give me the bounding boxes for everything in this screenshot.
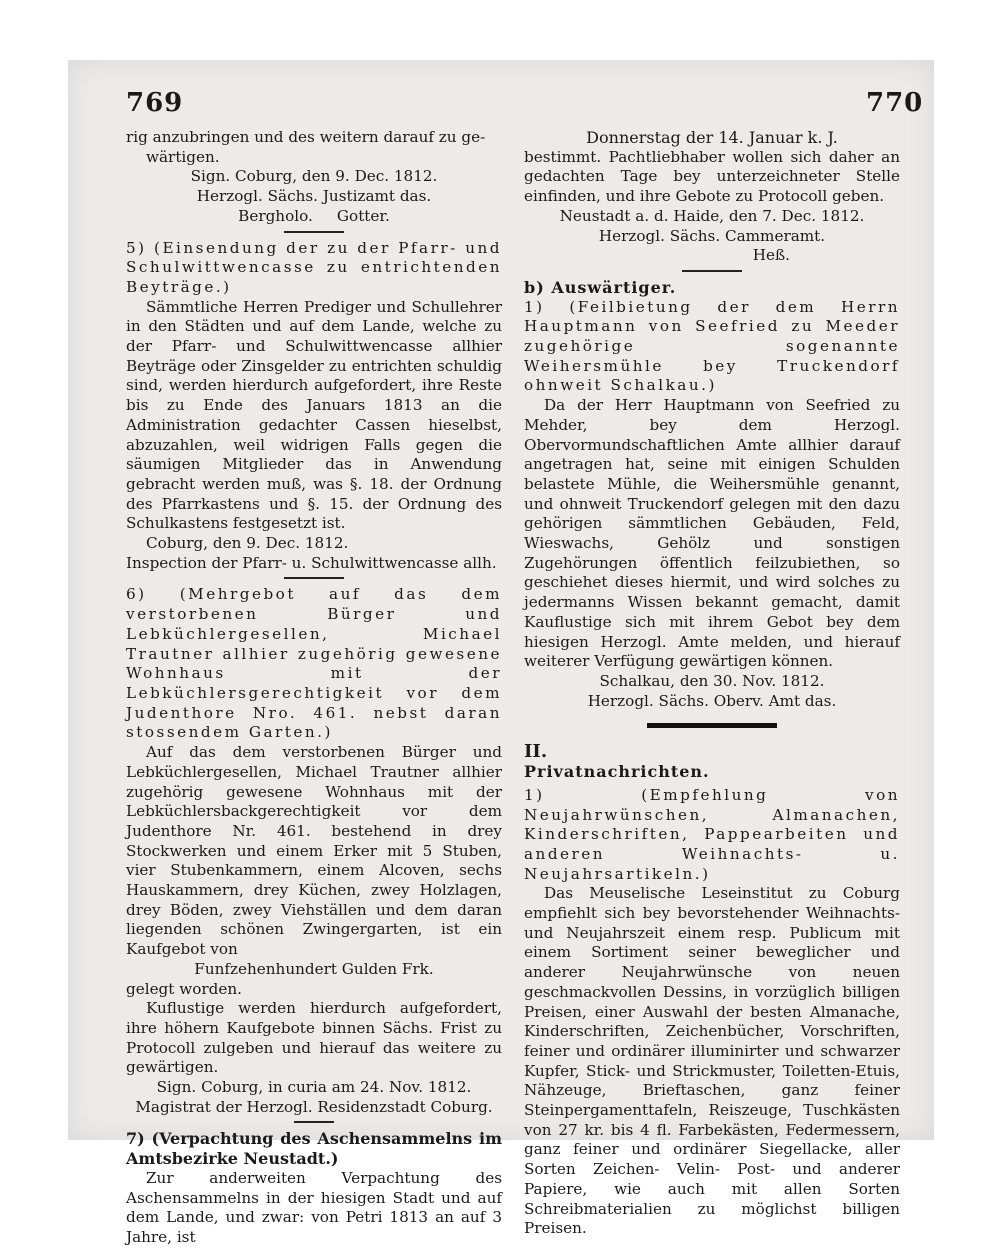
notice-p1-title: 1) (Empfehlung von Neujahrwünschen, Almanachen, Kinderschriften, Pappearbeiten und anderen Weihnachts- u. Neujahrsartikeln.) xyxy=(524,785,900,883)
notice-7-title: 7) (Verpachtung des Aschensammelns im Amtsbezirke Neustadt.) xyxy=(126,1129,502,1169)
signature-place: Sign. Coburg, den 9. Dec. 1812. xyxy=(190,167,438,186)
notice-p1-body: Das Meuselische Leseinstitut zu Coburg empfiehlt sich bey bevorstehender Weihnachts- und Neujahrszeit einem resp. Publicum mit einem Sortiment seiner beweglicher und anderer Neujahrwünsche von neuen geschmackvollen Dessins, in vorzüglich billigen Preisen, einer Auswahl der besten Almanache, Kinderschriften, Zeichenbücher, Vorschriften, feiner und ordinärer illuminirter und schwarzer Kupfer, Stick- und Strickmuster, Toiletten-Etuis, Nähzeuge, Brieftaschen, ganz feiner Steinpergamenttafeln, Reiszeuge, Tuschkästen von 27 kr. bis 4 fl. Farbekästen, Federmessern, ganz feiner und ordinärer Siegellacke, aller Sorten Zeichen- Velin- Post- und anderer Papiere, wie auch mit allen Sorten Schreibmaterialien zu möglichst billigen Preisen. xyxy=(524,884,900,1238)
notice-5-signature: Inspection der Pfarr- u. Schulwittwencasse allh. xyxy=(126,553,497,572)
signature-place: Neustadt a. d. Haide, den 7. Dec. 1812. xyxy=(559,206,865,225)
signature-office: Herzogl. Sächs. Cammeramt. xyxy=(598,226,826,245)
notice-7-body: Zur anderweiten Verpachtung des Aschensammelns in der hiesigen Stadt und auf dem Lande, und zwar: von Petri 1813 an auf 3 Jahre, ist xyxy=(126,1168,502,1246)
notice-6-amount: Funfzehenhundert Gulden Frk. xyxy=(194,959,434,978)
notice-b1-body: Da der Herr Hauptmann von Seefried zu Mehder, bey dem Herzogl. Obervormundschaftlichen Amte allhier darauf angetragen hat, seine mit einigen Schulden belastete Mühle, die Weihersmühle genannt, und ohnweit Truckendorf gelegen mit den dazu gehörigen sämmtlichen Gebäuden, Feld, Wieswachs, Gehölz und sonstigen Zugehörungen öffentlich feilzubiethen, so geschiehet dieses hiermit, und wird solches zu jedermanns Wissen bekannt gemacht, damit Kauflustige sich mit ihrem Gebot bey dem hiesigen Herzogl. Amte melden, und hierauf weiterer Verfügung gewärtigen können. xyxy=(524,396,900,671)
section-roman-heading: II. xyxy=(524,741,548,763)
section-divider xyxy=(647,723,777,728)
notice-6-body-2: Kuflustige werden hierdurch aufgefordert, ihre höhern Kaufgebote binnen Sächs. Frist zu Protocoll zulgeben und hierauf das weitere zu gewärtigen. xyxy=(126,999,502,1077)
right-column xyxy=(524,128,900,1239)
signature-office: Herzogl. Sächs. Justizamt das. xyxy=(196,187,432,206)
notice-6-signature: Magistrat der Herzogl. Residenzstadt Coburg. xyxy=(135,1097,493,1116)
notice-5-body: Sämmtliche Herren Prediger und Schullehrer in den Städten und auf dem Lande, welche zu der Pfarr- und Schulwittwencasse allhier Beyträge oder Zinsgelder zu entrichten schuldig sind, werden hierdurch aufgefordert, ihre Reste bis zu Ende des Januars 1813 an die Administration gedachter Cassen hieselbst, abzuzahlen, weil widrigen Falls gegen die säumigen Mitglieder das in Anwendung gebracht werden muß, was §. 18. der Ordnung des Pfarrkastens und §. 15. der Ordnung des Schulkastens festgesetzt ist. xyxy=(126,297,502,533)
notice-b1-place: Schalkau, den 30. Nov. 1812. xyxy=(599,671,825,690)
notice-6-laid: gelegt worden. xyxy=(126,979,242,998)
divider xyxy=(294,1121,334,1123)
left-column xyxy=(126,128,502,1248)
page-number-left: 769 xyxy=(126,88,184,118)
notice-6-title: 6) (Mehrgebot auf das dem verstorbenen Bürger und Lebküchlergesellen, Michael Trautner allhier zugehörig gewesene Wohnhaus mit der Lebküchlersgerechtigkeit vor dem Judenthore Nro. 461. nebst daran stossendem Garten.) xyxy=(126,585,502,742)
notice-5-place: Coburg, den 9. Dec. 1812. xyxy=(146,534,349,553)
divider xyxy=(284,231,344,233)
signature-name: Heß. xyxy=(752,246,790,265)
section-b-heading: b) Auswärtiger. xyxy=(524,277,677,297)
signature-names: Bergholo. Gotter. xyxy=(238,206,390,225)
continuation-text: bestimmt. Pachtliebhaber wollen sich daher an gedachten Tage bey unterzeichneter Stelle einfinden, und ihre Gebote zu Protocoll geben. xyxy=(524,147,900,206)
notice-6-body: Auf das dem verstorbenen Bürger und Lebküchlergesellen, Michael Trautner allhier zugehörig gewesene Wohnhaus mit der Lebküchlersbackgerechtigkeit vor dem Judenthore Nr. 461. bestehend in drey Stockwerken und einem Erker mit 5 Stuben, vier Stubenkammern, einem Alcoven, sechs Hauskammern, drey Küchen, zwey Holzlagen, drey Böden, zwey Viehställen und dem daran liegenden schönen Zwingergarten, ist ein Kaufgebot von xyxy=(126,743,502,959)
notice-6-place: Sign. Coburg, in curia am 24. Nov. 1812. xyxy=(156,1078,472,1097)
date-line: Donnerstag der 14. Januar k. J. xyxy=(586,128,838,147)
page-number-right: 770 xyxy=(866,88,924,118)
notice-b1-signature: Herzogl. Sächs. Oberv. Amt das. xyxy=(587,691,837,710)
notice-5-title: 5) (Einsendung der zu der Pfarr- und Schulwittwencasse zu entrichtenden Beyträge.) xyxy=(126,238,502,296)
continuation-text: rig anzubringen und des weitern darauf zu ge- wärtigen. xyxy=(126,128,486,166)
divider xyxy=(284,577,344,579)
divider xyxy=(682,270,742,272)
notice-b1-title: 1) (Feilbietung der dem Herrn Hauptmann von Seefried zu Meeder zugehörige sogenannte Weihersmühle bey Truckendorf ohnweit Schalkau.) xyxy=(524,297,900,395)
section-private-heading: Privatnachrichten. xyxy=(524,762,710,782)
